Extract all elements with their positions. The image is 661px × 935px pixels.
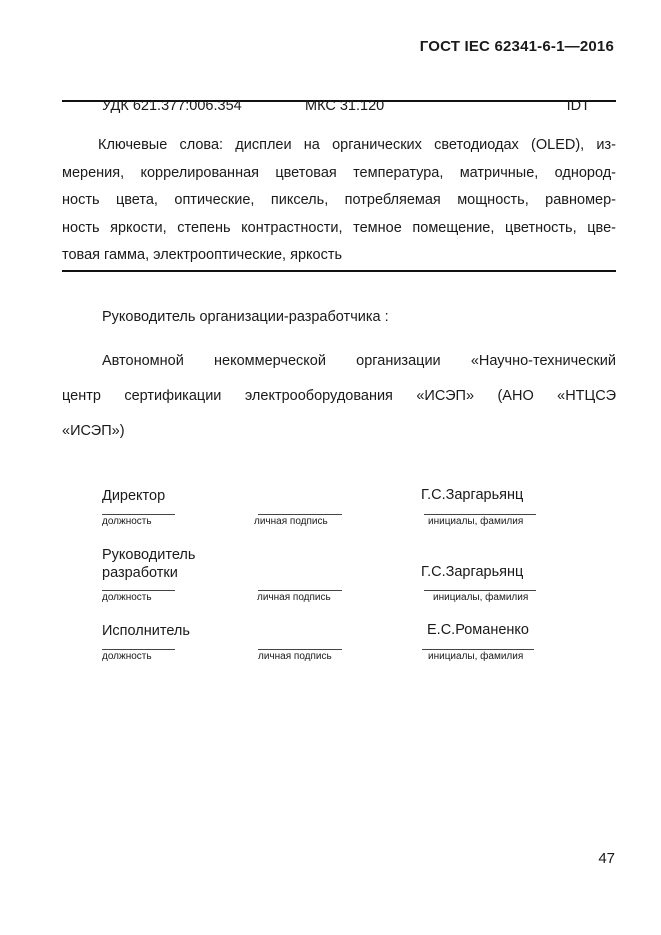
- keywords-line: мерения, коррелированная цветовая температура, матричные, однород-: [62, 164, 616, 181]
- bottom-rule: [62, 270, 616, 272]
- keywords-line: товая гамма, электрооптические, яркость: [62, 247, 343, 264]
- name-underline: [424, 514, 536, 515]
- developer-lead-heading: Руководитель организации-разработчика :: [102, 309, 389, 325]
- signer-name: Г.С.Заргарьянц: [421, 487, 524, 503]
- udk-code: УДК 621.377:006.354: [102, 98, 242, 114]
- mks-code: МКС 31.120: [305, 98, 385, 114]
- page-number: 47: [598, 850, 615, 867]
- keywords-line: ность цвета, оптические, пиксель, потребляемая мощность, равномер-: [62, 192, 616, 209]
- signature-caption: личная подпись: [258, 651, 332, 662]
- signature-caption: личная подпись: [254, 516, 328, 527]
- organization-line: центр сертификации электрооборудования «ИСЭП» (АНО «НТЦСЭ: [62, 388, 616, 404]
- standard-header: ГОСТ IEC 62341-6-1—2016: [419, 38, 614, 55]
- position-caption: должность: [102, 651, 152, 662]
- signature-caption: личная подпись: [257, 592, 331, 603]
- signer-role: Руководитель разработки: [102, 547, 196, 581]
- name-underline: [424, 590, 536, 591]
- signer-name: Г.С.Заргарьянц: [421, 564, 524, 580]
- position-underline: [102, 514, 175, 515]
- name-caption: инициалы, фамилия: [433, 592, 529, 603]
- name-caption: инициалы, фамилия: [428, 651, 524, 662]
- keywords-line: Ключевые слова: дисплеи на органических светодиодах (OLED), из-: [98, 137, 616, 153]
- position-caption: должность: [102, 516, 152, 527]
- idt-label: IDT: [566, 98, 590, 114]
- classification-row: [62, 98, 616, 118]
- organization-paragraph: [62, 344, 616, 449]
- keywords-paragraph: [62, 132, 616, 270]
- position-underline: [102, 649, 175, 650]
- position-underline: [102, 590, 175, 591]
- signature-underline: [258, 590, 342, 591]
- signer-name: Е.С.Романенко: [427, 622, 529, 638]
- signer-role: Исполнитель: [102, 623, 190, 639]
- keywords-line: ность яркости, степень контрастности, темное помещение, цветность, цве-: [62, 219, 616, 236]
- name-caption: инициалы, фамилия: [428, 516, 524, 527]
- signature-underline: [258, 514, 342, 515]
- organization-line: «ИСЭП»): [62, 423, 125, 439]
- organization-line: Автономной некоммерческой организации «Научно-технический: [102, 353, 616, 369]
- position-caption: должность: [102, 592, 152, 603]
- signature-underline: [258, 649, 342, 650]
- name-underline: [422, 649, 534, 650]
- signer-role: Директор: [102, 488, 166, 504]
